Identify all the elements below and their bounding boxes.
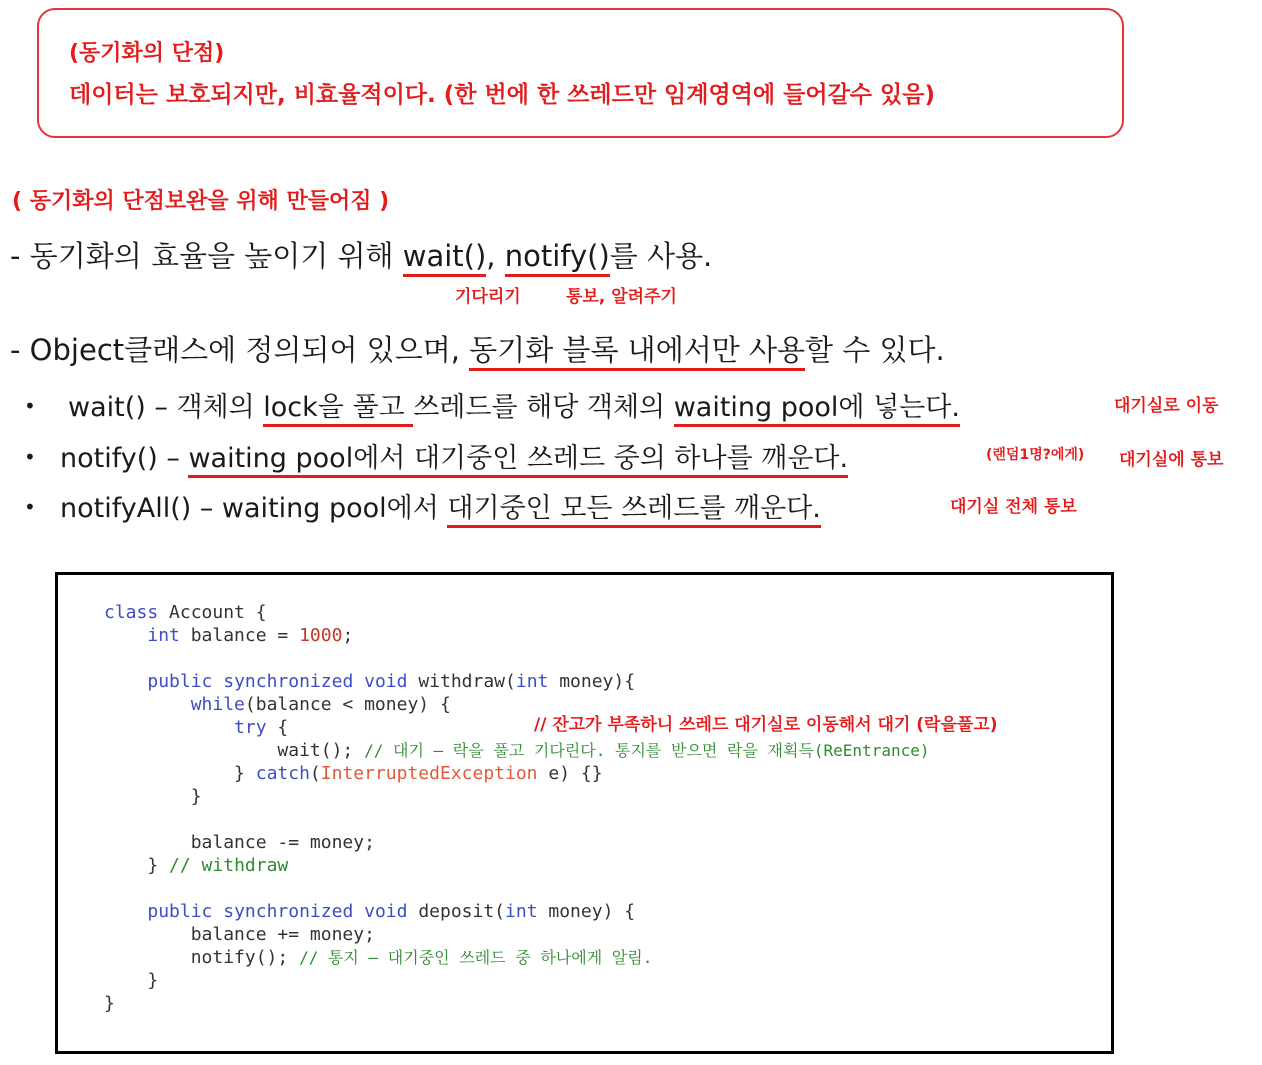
code-line-9: } [190, 786, 202, 807]
bullet-wait-p2: 쓰레드를 해당 객체의 [413, 392, 674, 423]
drawback-title: (동기화의 단점) [69, 41, 225, 66]
bullet-wait-annotation: 대기실로 이동 [1114, 396, 1219, 416]
efficiency-prefix: - 동기화의 효율을 높이기 위해 [10, 239, 403, 273]
code-annotation: // 잔고가 부족하니 쓰레드 대기실로 이동해서 대기 (락을풀고) [534, 715, 998, 735]
bullet-dot: • [24, 495, 36, 519]
efficiency-comma: , [486, 239, 505, 273]
code-line-5: while(balance < money) { [190, 694, 451, 715]
drawback-text: 데이터는 보호되지만, 비효율적이다. (한 번에 한 쓰레드만 임계영역에 들어갈수 있음) [69, 82, 935, 108]
code-line-7: wait(); // 대기 – 락을 풀고 기다린다. 통지를 받으면 락을 재획득(ReEntrance) [277, 740, 930, 761]
object-line [10, 328, 945, 369]
bullet-notifyall-u1: 대기중인 모든 쓰레드를 깨운다. [447, 493, 820, 528]
code-line-11: balance -= money; [190, 832, 375, 853]
object-suffix: 할 수 있다. [804, 333, 945, 367]
bullet-wait-u1: lock을 풀고 [263, 392, 413, 427]
bullet-notify [60, 436, 848, 475]
bullet-notify-annotation: 대기실에 통보 [1119, 450, 1224, 470]
bullet-notify-p1: notify() – [60, 443, 189, 474]
code-line-18: } [104, 993, 115, 1014]
code-line-16: notify(); // 통지 – 대기중인 쓰레드 중 하나에게 알림. [190, 947, 653, 968]
bullet-wait-u2: waiting pool에 넣는다. [674, 392, 960, 427]
code-line-8: } catch(InterruptedException e) {} [234, 763, 603, 784]
code-block [104, 601, 930, 1015]
bullet-wait [68, 385, 960, 424]
code-box [55, 572, 1114, 1054]
bullet-notifyall [60, 486, 821, 525]
object-prefix: - Object클래스에 정의되어 있으며, [10, 333, 470, 367]
code-line-4: public synchronized void withdraw(int money){ [147, 671, 636, 692]
sub-heading: ( 동기화의 단점보완을 위해 만들어짐 ) [12, 189, 390, 214]
code-line-2: int balance = 1000; [147, 625, 354, 646]
bullet-dot: • [24, 394, 36, 418]
bullet-notify-annotation-small: (랜덤1명?에게) [986, 447, 1085, 463]
notify-annotation: 통보, 알려주기 [566, 287, 677, 307]
code-line-17: } [147, 970, 159, 991]
bullet-wait-p1: wait() – 객체의 [68, 392, 264, 423]
efficiency-line [10, 234, 712, 275]
efficiency-suffix: 를 사용. [609, 239, 713, 273]
bullet-notifyall-p1: notifyAll() – waiting pool에서 [60, 493, 448, 524]
wait-annotation: 기다리기 [455, 287, 521, 307]
code-line-15: balance += money; [190, 924, 375, 945]
bullet-notify-u1: waiting pool에서 대기중인 쓰레드 중의 하나를 깨운다. [188, 443, 848, 478]
notify-term: notify() [505, 239, 610, 277]
bullet-notifyall-annotation: 대기실 전체 통보 [950, 497, 1077, 517]
code-line-6: try { [234, 717, 289, 738]
code-line-1: class Account { [104, 602, 267, 623]
code-line-14: public synchronized void deposit(int money) { [147, 901, 636, 922]
code-line-12: } // withdraw [147, 855, 289, 876]
bullet-dot: • [24, 445, 36, 469]
wait-term: wait() [403, 239, 487, 277]
drawback-callout [37, 8, 1124, 138]
object-underlined: 동기화 블록 내에서만 사용 [469, 333, 805, 371]
